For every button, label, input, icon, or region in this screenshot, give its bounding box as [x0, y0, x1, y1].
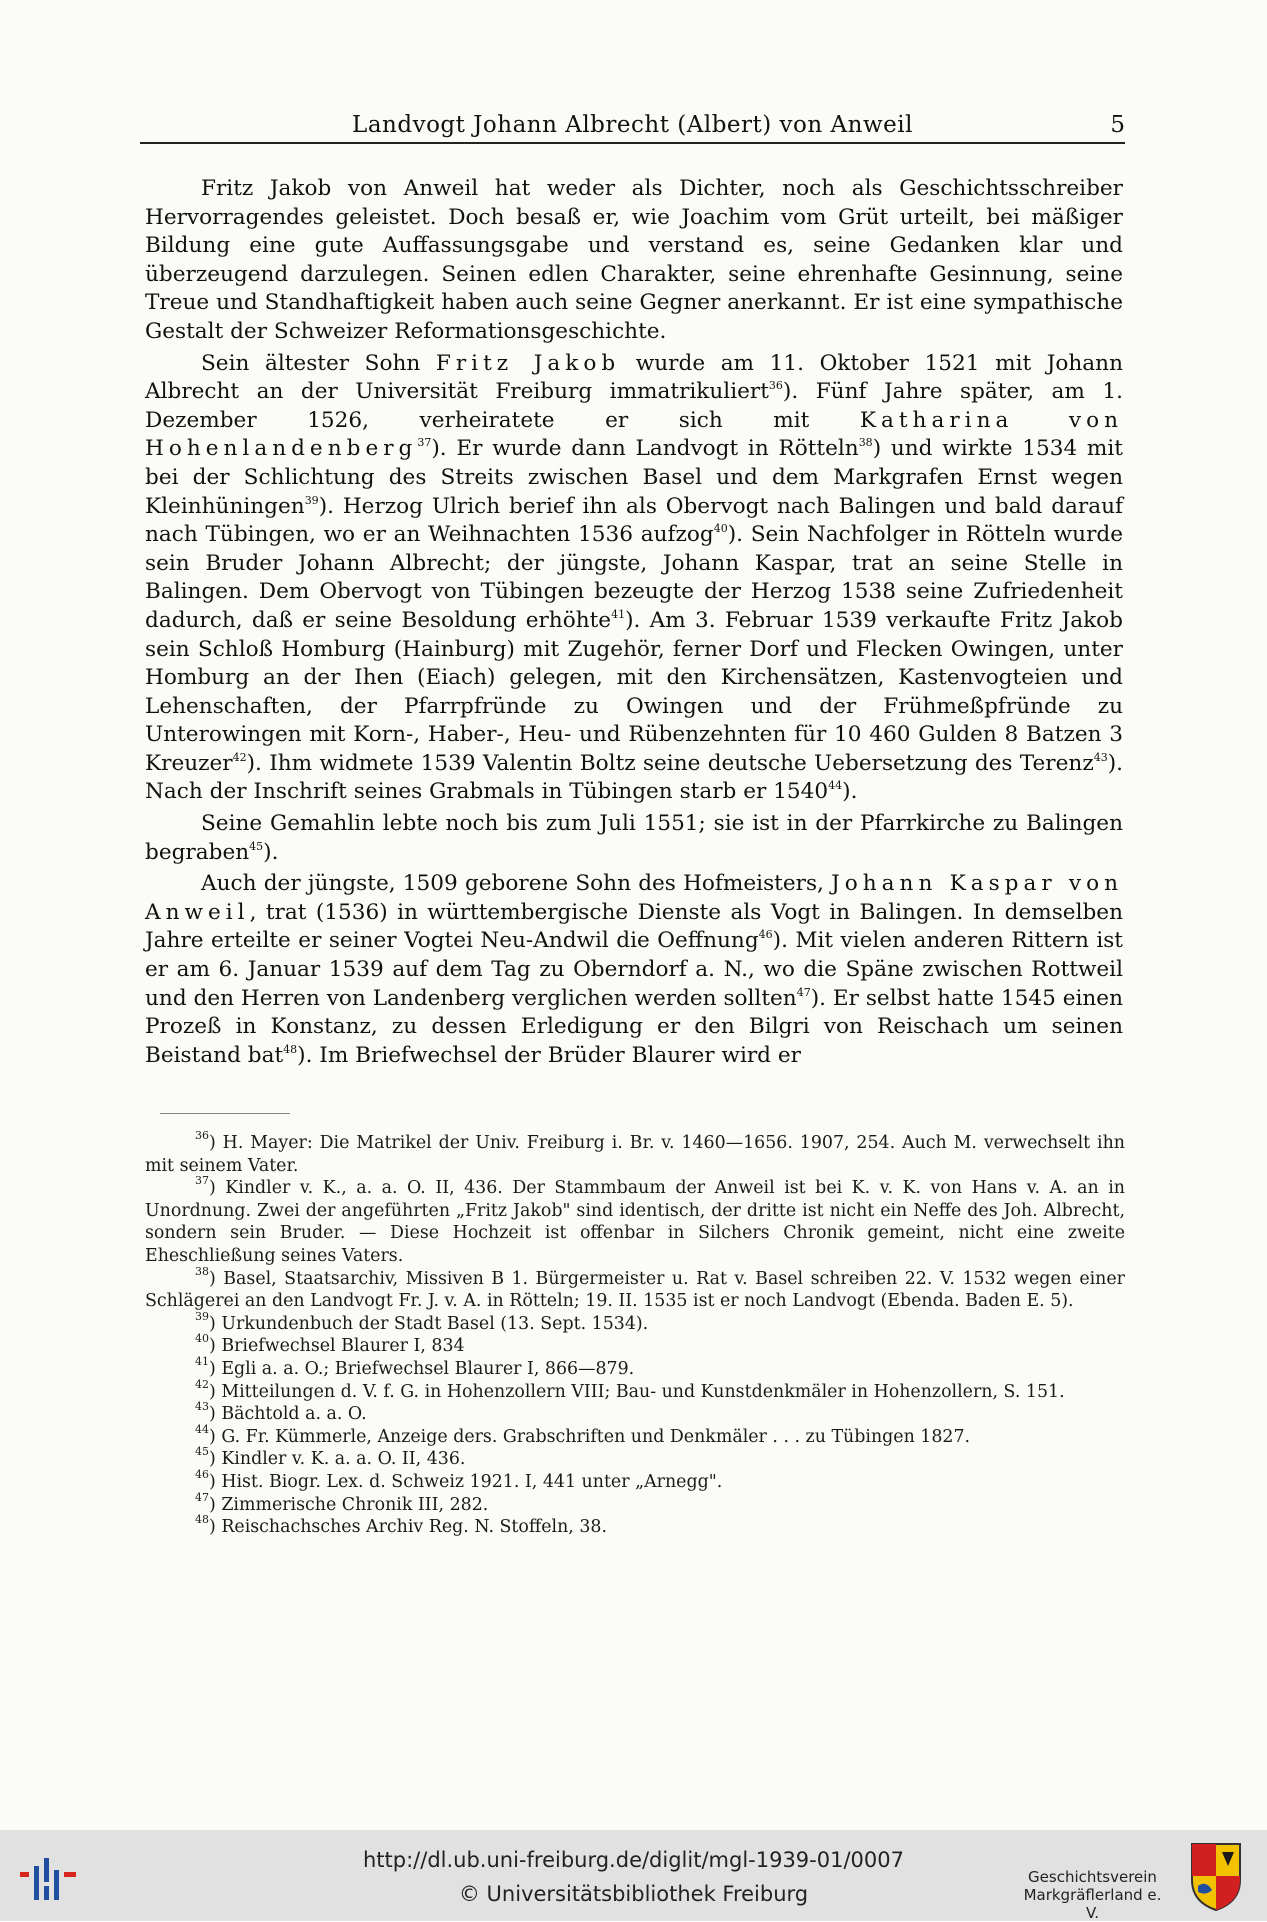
spaced-name-johann-kaspar: Johann Kaspar von Anweil	[145, 871, 1123, 925]
footnote-ref-43: 43	[1093, 750, 1108, 764]
footnote-ref-44: 44	[828, 779, 843, 793]
footnote-ref-40: 40	[713, 522, 728, 536]
footnote-ref-45: 45	[249, 839, 264, 853]
footnote-39: $^{39}$) Urkundenbuch der Stadt Basel (13. Sept. 1534).	[195, 1309, 649, 1334]
footnote-ref-42: 42	[232, 750, 247, 764]
footnote-ref-48: 48	[283, 1042, 298, 1056]
footnote-ref-36: 36	[768, 379, 783, 393]
footnote-46: $^{46}$) Hist. Biogr. Lex. d. Schweiz 1921. I, 441 unter „Arnegg".	[195, 1467, 723, 1492]
running-title: Landvogt Johann Albrecht (Albert) von Anweil	[352, 112, 913, 138]
spaced-name-katharina: Katharina von Hohenlandenberg	[145, 407, 1123, 462]
footnote-ref-39: 39	[304, 493, 319, 507]
footnotes	[145, 1129, 1125, 1539]
footnote-ref-47: 47	[796, 985, 811, 999]
footnote-ref-37: 37	[417, 436, 432, 450]
coat-of-arms-icon	[1188, 1840, 1244, 1912]
viewer-footer	[0, 1830, 1267, 1921]
footnote-37: $^{37}$) Kindler v. K., a. a. O. II, 436. Der Stammbaum der Anweil ist bei K. v. K. von Hans v. A. an in Unordnung. Zwei der angeführten „Fritz Jakob" sind identisch, der dritte ist nicht ein Neffe des Joh. Albrecht, sondern sein Bruder. — Diese Hochzeit ist offenbar in Silchers Chronik gemeint, nicht eine zweite Eheschließung seines Vaters.	[145, 1174, 1125, 1266]
footnote-divider	[160, 1113, 290, 1114]
body-text	[145, 175, 1123, 1070]
footnote-ref-46: 46	[758, 928, 773, 942]
footnote-42: $^{42}$) Mitteilungen d. V. f. G. in Hohenzollern VIII; Bau- und Kunstdenkmäler in Hohenzollern, S. 151.	[195, 1377, 1065, 1402]
footnote-ref-38: 38	[858, 436, 873, 450]
footnote-41: $^{41}$) Egli a. a. O.; Briefwechsel Blaurer I, 866—879.	[195, 1354, 635, 1379]
footnote-38: $^{38}$) Basel, Staatsarchiv, Missiven B 1. Bürgermeister u. Rat v. Basel schreiben 22. V. 1532 wegen einer Schlägerei an den Landvogt Fr. J. v. A. in Rötteln; 19. II. 1535 ist er noch Landvogt (Ebenda. Baden E. 5).	[145, 1264, 1125, 1312]
copyright-notice: © Universitätsbibliothek Freiburg	[458, 1882, 809, 1906]
permalink-url[interactable]: http://dl.ub.uni-freiburg.de/diglit/mgl-1939-01/0007	[362, 1848, 904, 1872]
footnote-48: $^{48}$) Reischachsches Archiv Reg. N. Stoffeln, 38.	[195, 1513, 607, 1538]
running-head	[140, 112, 1125, 144]
paragraph-2: Sein ältester Sohn Fritz Jakob wurde am 11. Oktober 1521 mit Johann Albrecht an der Universität Freiburg immatrikuliert$^{36}$). Fünf Jahre später, am 1. Dezember 1526, verheiratete er sich mit Katharina von Hohenlandenberg$^{37}$). Er wurde dann Landvogt in Rötteln$^{38}$) und wirkte 1534 mit bei der Schlichtung des Streits zwischen Basel und dem Markgrafen Ernst wegen Kleinhüningen$^{39}$). Herzog Ulrich berief ihn als Obervogt nach Balingen und bald darauf nach Tübingen, wo er an Weihnachten 1536 aufzog$^{40}$). Sein Nachfolger in Rötteln wurde sein Bruder Johann Albrecht; der jüngste, Johann Kaspar, trat an seine Stelle in Balingen. Dem Obervogt von Tübingen bezeugte der Herzog 1538 seine Zufriedenheit dadurch, daß er seine Besoldung erhöhte$^{41}$). Am 3. Februar 1539 verkaufte Fritz Jakob sein Schloß Homburg (Hainburg) mit Zugehör, ferner Dorf und Flecken Owingen, unter Homburg an der Ihen (Eiach) gelegen, mit den Kirchensätzen, Kastenvogteien und Lehenschaften, der Pfarrpfründe zu Owingen und der Frühmeßpfründe zu Unterowingen mit Korn-, Haber-, Heu- und Rübenzehnten für 10 460 Gulden 8 Batzen 3 Kreuzer$^{42}$). Ihm widmete 1539 Valentin Boltz seine deutsche Uebersetzung des Terenz$^{43}$). Nach der Inschrift seines Grabmals in Tübingen starb er 1540$^{44}$).	[145, 350, 1124, 805]
footnote-40: $^{40}$) Briefwechsel Blaurer I, 834	[195, 1332, 465, 1357]
footnote-43: $^{43}$) Bächtold a. a. O.	[195, 1400, 367, 1425]
footnote-45: $^{45}$) Kindler v. K. a. a. O. II, 436.	[195, 1445, 466, 1470]
society-name: Geschichtsverein Markgräflerland e. V.	[1023, 1868, 1162, 1922]
spaced-name-fritz-jakob: Fritz Jakob	[435, 350, 621, 376]
footnote-ref-41: 41	[611, 607, 626, 621]
footnote-44: $^{44}$) G. Fr. Kümmerle, Anzeige ders. Grabschriften und Denkmäler . . . zu Tübingen 1827.	[195, 1422, 971, 1447]
paragraph-1: Fritz Jakob von Anweil hat weder als Dichter, noch als Geschichtsschreiber Hervorragendes geleistet. Doch besaß er, wie Joachim vom Grüt urteilt, bei mäßiger Bildung eine gute Auffassungsgabe und verstand es, seine Gedanken klar und überzeugend darzulegen. Seinen edlen Charakter, seine ehrenhafte Gesinnung, seine Treue und Standhaftigkeit haben auch seine Gegner anerkannt. Er ist eine sympathische Gestalt der Schweizer Reformationsgeschichte.	[145, 176, 1123, 344]
paragraph-3: Seine Gemahlin lebte noch bis zum Juli 1551; sie ist in der Pfarrkirche zu Balingen begraben$^{45}$).	[145, 811, 1123, 865]
paragraph-4: Auch der jüngste, 1509 geborene Sohn des Hofmeisters, Johann Kaspar von Anweil, trat (1536) in württembergische Dienste als Vogt in Balingen. In demselben Jahre erteilte er seiner Vogtei Neu-Andwil die Oeffnung$^{46}$). Mit vielen anderen Rittern ist er am 6. Januar 1539 auf dem Tag zu Oberndorf a. N., wo die Späne zwischen Rottweil und den Herren von Landenberg verglichen werden sollten$^{47}$). Er selbst hatte 1545 einen Prozeß in Konstanz, zu dessen Erledigung er den Bilgri von Reischach um seinen Beistand bat$^{48}$). Im Briefwechsel der Brüder Blaurer wird er	[145, 871, 1123, 1068]
page-number: 5	[1110, 112, 1125, 138]
footnote-36: $^{36}$) H. Mayer: Die Matrikel der Univ. Freiburg i. Br. v. 1460—1656. 1907, 254. Auch M. verwechselt ihn mit seinem Vater.	[145, 1129, 1125, 1176]
footnote-47: $^{47}$) Zimmerische Chronik III, 282.	[195, 1490, 489, 1515]
